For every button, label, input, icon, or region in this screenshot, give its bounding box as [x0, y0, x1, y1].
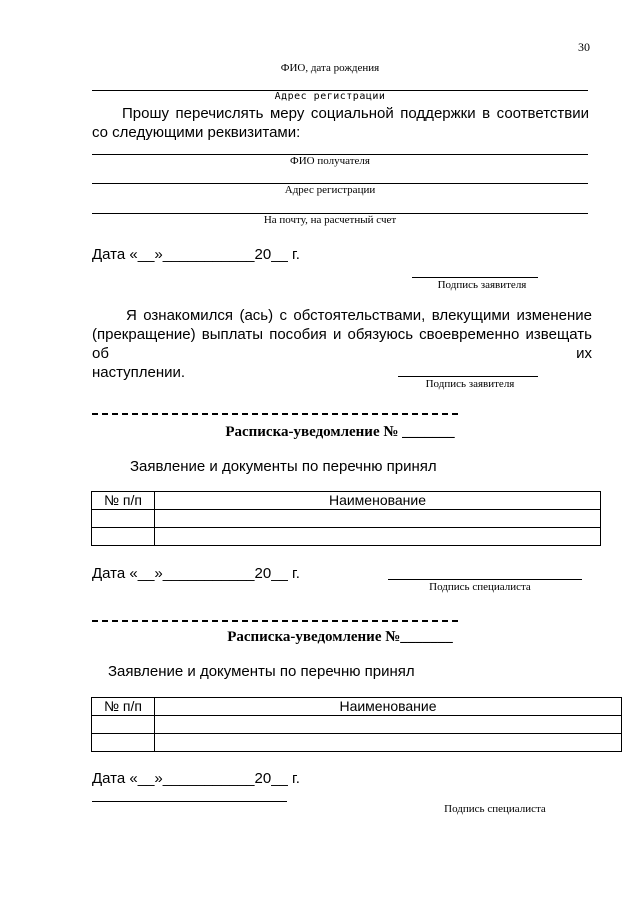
page-number: 30 — [578, 40, 590, 54]
receipt-1-date-line: Дата «__»___________20__ г. — [92, 565, 300, 582]
receipt-1-signature-caption: Подпись специалиста — [429, 581, 531, 593]
acknowledgement-line-2: (прекращение) выплаты пособия и обязуюсь своевременно извещать об их — [92, 326, 592, 362]
receipt-2-table — [91, 697, 622, 752]
table-row — [92, 528, 601, 546]
receipt-2-date-line: Дата «__»___________20__ г. — [92, 770, 300, 787]
receipt-2-signature-line — [92, 801, 287, 802]
table-row — [92, 510, 601, 528]
cut-line-1 — [92, 413, 458, 415]
col-number-header: № п/п — [92, 492, 155, 510]
applicant-signature-caption-1: Подпись заявителя — [437, 279, 527, 291]
receipt-2-title: Расписка-уведомление №_______ — [227, 629, 453, 645]
receipt-2-accepted-text: Заявление и документы по перечню принял — [108, 663, 415, 680]
applicant-signature-line-1 — [412, 277, 538, 278]
date-line-1: Дата «__»___________20__ г. — [92, 246, 300, 263]
acknowledgement-line-3: наступлении. — [92, 364, 186, 381]
table-header-row — [92, 492, 601, 510]
request-paragraph: Прошу перечислять меру социальной поддержки в соответствии со следующими реквизитами: — [92, 105, 589, 141]
delivery-caption: На почту, на расчетный счет — [263, 214, 397, 226]
acknowledgement-line-1: Я ознакомился (ась) с обстоятельствами, влекущими изменение — [126, 307, 592, 324]
receipt-1-accepted-text: Заявление и документы по перечню принял — [130, 458, 437, 475]
col-number-header: № п/п — [92, 698, 155, 716]
cut-line-2 — [92, 620, 458, 622]
recipient-address-caption: Адрес регистрации — [284, 184, 376, 196]
applicant-signature-caption-2: Подпись заявителя — [425, 378, 515, 390]
col-name-header: Наименование — [155, 698, 622, 716]
acknowledgement-paragraph — [92, 306, 592, 382]
receipt-1-table — [91, 491, 601, 546]
recipient-caption: ФИО получателя — [290, 155, 370, 167]
col-name-header: Наименование — [155, 492, 601, 510]
table-header-row — [92, 698, 622, 716]
applicant-signature-line-2 — [398, 376, 538, 377]
table-row — [92, 716, 622, 734]
receipt-1-signature-line — [388, 579, 582, 580]
address-caption: Адрес регистрации — [274, 91, 386, 102]
receipt-2-signature-caption: Подпись специалиста — [444, 803, 546, 815]
table-row — [92, 734, 622, 752]
fio-caption: ФИО, дата рождения — [280, 62, 380, 74]
receipt-1-title: Расписка-уведомление № _______ — [225, 424, 455, 440]
